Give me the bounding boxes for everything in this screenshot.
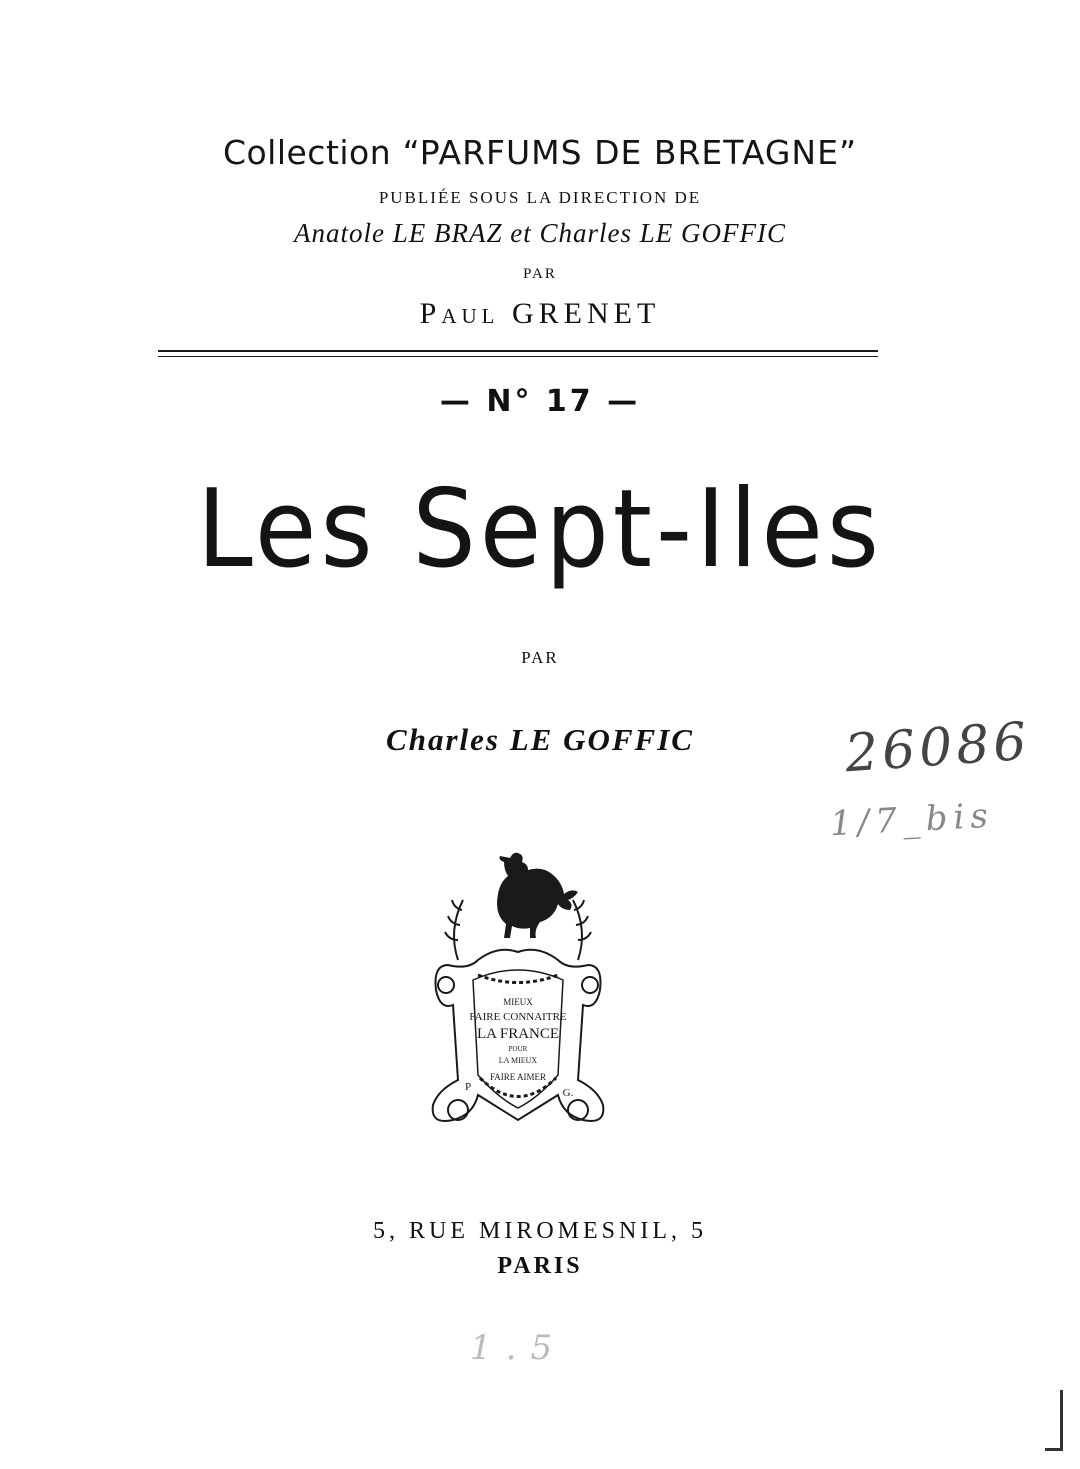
collection-prefix: Collection bbox=[222, 133, 392, 172]
emblem-motto-6: FAIRE AIMER bbox=[489, 1072, 547, 1082]
handwritten-bottom-note: 1.5 bbox=[470, 1328, 567, 1368]
double-rule-bottom bbox=[158, 356, 878, 357]
publisher-city: PARIS bbox=[497, 1253, 583, 1279]
par-illustrator: PAR bbox=[523, 266, 557, 282]
book-title: Les Sept-Iles bbox=[196, 465, 884, 592]
author-name: Charles LE GOFFIC bbox=[386, 722, 694, 757]
double-rule-top bbox=[158, 350, 878, 352]
par-author: PAR bbox=[521, 648, 559, 667]
emblem-motto-3: LA FRANCE bbox=[476, 1026, 560, 1042]
emblem-motto-1: MIEUX bbox=[503, 997, 533, 1007]
publisher-emblem bbox=[418, 840, 618, 1130]
emblem-initial-right: G. bbox=[562, 1087, 574, 1099]
directors-line: Anatole LE BRAZ et Charles LE GOFFIC bbox=[294, 218, 786, 248]
volume-number: — N° 17 — bbox=[439, 384, 641, 419]
emblem-motto-4: POUR bbox=[508, 1045, 528, 1053]
right-edge-mark bbox=[1060, 1390, 1063, 1450]
collection-name: “PARFUMS DE BRETAGNE” bbox=[402, 133, 858, 172]
handwritten-shelfmark-sub: 1/7_bis bbox=[829, 795, 995, 845]
collection-heading bbox=[0, 133, 1080, 172]
emblem-initial-left: P bbox=[464, 1081, 472, 1093]
illustrator-name: Paul GRENET bbox=[419, 297, 661, 330]
publisher-address: 5, RUE MIROMESNIL, 5 bbox=[372, 1218, 707, 1244]
publiee-line: PUBLIÉE SOUS LA DIRECTION DE bbox=[378, 188, 702, 207]
right-edge-mark-foot bbox=[1045, 1448, 1063, 1451]
handwritten-shelfmark: 26086 bbox=[843, 711, 1033, 785]
emblem-motto-5: LA MIEUX bbox=[498, 1056, 538, 1065]
emblem-motto-2: FAIRE CONNAITRE bbox=[469, 1011, 567, 1023]
